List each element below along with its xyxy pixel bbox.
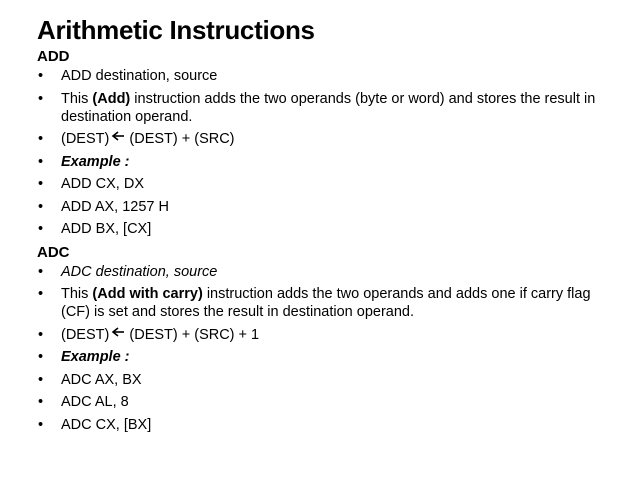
list-item	[37, 175, 614, 193]
bullet-marker: •	[38, 326, 44, 343]
slide-title: Arithmetic Instructions	[37, 15, 315, 45]
list-item	[37, 285, 614, 321]
bullet-marker: •	[38, 198, 44, 215]
add-example-2: ADD AX, 1257 H	[61, 198, 169, 215]
list-item	[37, 416, 614, 434]
list-item	[37, 153, 614, 171]
adc-example-2: ADC AL, 8	[61, 394, 129, 410]
adc-example-1: ADC AX, BX	[61, 371, 142, 388]
list-item	[37, 67, 614, 85]
left-arrow-icon	[113, 142, 125, 143]
list-item	[37, 263, 614, 281]
bullet-marker: •	[38, 416, 44, 433]
bullet-marker: •	[38, 153, 44, 170]
adc-desc-pre: This	[61, 286, 93, 302]
add-op-dest: (DEST)	[61, 131, 114, 147]
add-desc-bold: (Add)	[92, 90, 131, 107]
add-example-label: Example :	[61, 153, 130, 170]
list-item	[37, 90, 614, 126]
bullet-marker: •	[38, 176, 44, 192]
bullet-marker: •	[38, 263, 44, 280]
adc-desc-post: instruction adds the two operands and adds one if carry flag (CF) is set and stores the result in destination operand.	[61, 286, 591, 320]
bullet-marker: •	[38, 221, 44, 237]
bullet-marker: •	[38, 394, 44, 410]
adc-syntax: ADC destination, source	[61, 263, 218, 280]
adc-example-label: Example :	[61, 349, 130, 365]
add-op-expr: (DEST) + (SRC)	[129, 131, 235, 147]
adc-op-dest: (DEST)	[61, 326, 114, 343]
add-desc-pre: This	[61, 90, 93, 107]
bullet-marker: •	[38, 90, 44, 107]
list-item	[37, 348, 614, 366]
bullet-marker: •	[38, 68, 44, 84]
bullet-marker: •	[38, 131, 44, 147]
bullet-marker: •	[38, 349, 44, 365]
adc-desc-bold: (Add with carry)	[92, 286, 203, 302]
bullet-marker: •	[38, 286, 44, 302]
add-desc-post: instruction adds the two operands (byte or word) and stores the result in destination operand.	[61, 90, 596, 125]
add-bullet-list	[37, 67, 614, 238]
list-item	[37, 371, 614, 389]
left-arrow-icon	[113, 338, 125, 339]
adc-bullet-list	[37, 263, 614, 434]
adc-op-expr: (DEST) + (SRC) + 1	[129, 326, 260, 343]
add-example-3: ADD BX, [CX]	[61, 221, 152, 237]
list-item	[37, 393, 614, 411]
adc-heading: ADC	[37, 243, 70, 261]
list-item	[37, 198, 614, 216]
add-example-1: ADD CX, DX	[61, 176, 144, 192]
adc-example-3: ADC CX, [BX]	[61, 416, 152, 433]
bullet-marker: •	[38, 371, 44, 388]
list-item	[37, 130, 614, 148]
add-syntax: ADD destination, source	[61, 68, 218, 84]
add-section	[37, 47, 614, 238]
list-item	[37, 220, 614, 238]
adc-section	[37, 243, 614, 434]
list-item	[37, 326, 614, 344]
add-heading: ADD	[37, 48, 70, 65]
